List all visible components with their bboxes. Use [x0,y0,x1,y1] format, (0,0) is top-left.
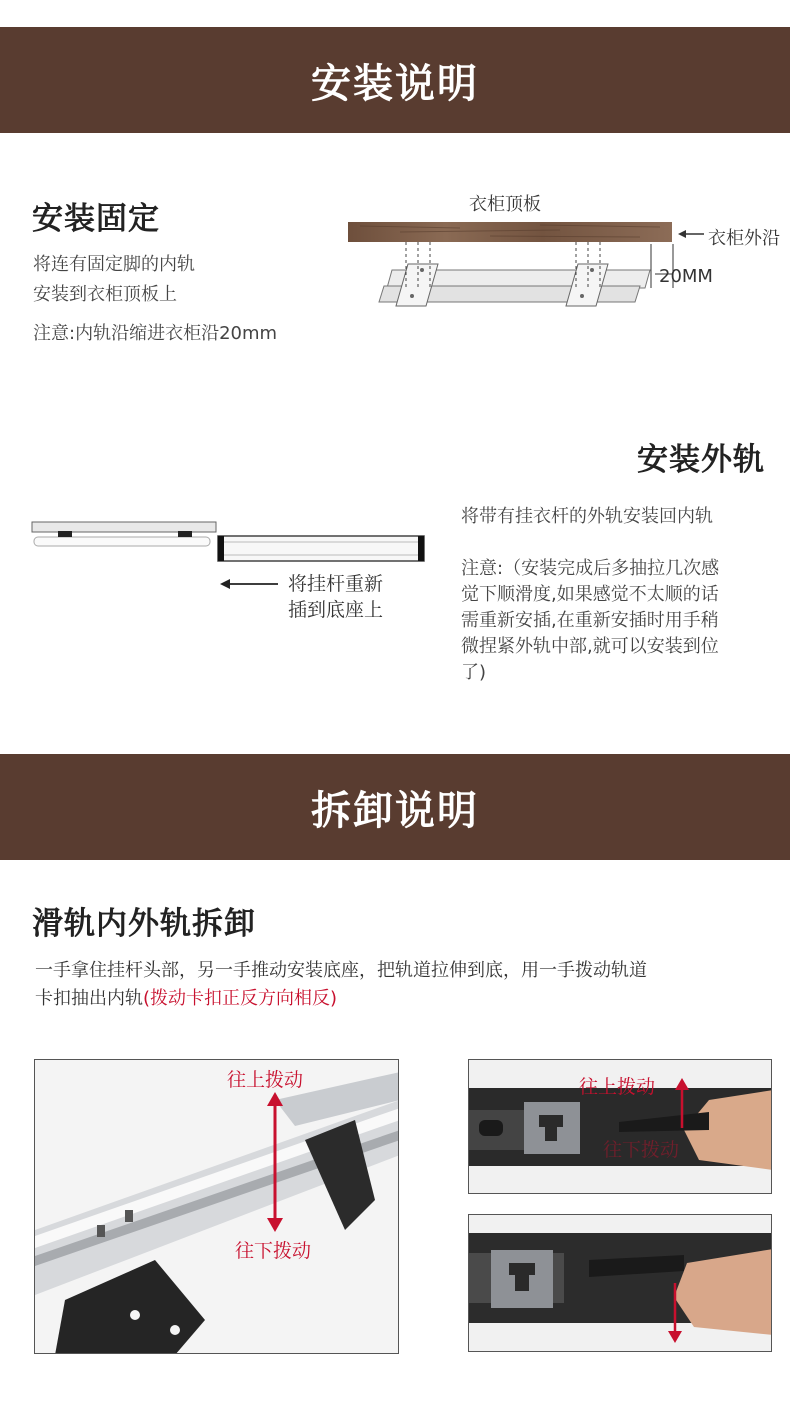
outer-arrow-line-1: 将挂杆重新 [288,573,384,595]
fix-desc-line-1: 将连有固定脚的内轨 [33,254,195,275]
removal-line-2-note: (拨动卡扣正反方向相反) [143,988,338,1009]
install-instructions-banner [0,27,790,133]
outer-note-line-3: 需重新安插,在重新安插时用手稍 [461,610,719,631]
outer-note-line-4: 微捏紧外轨中部,就可以安装到位 [461,636,719,657]
top-board-label: 衣柜顶板 [469,194,541,215]
insert-arrow [220,579,278,589]
up-down-arrow [265,1092,285,1232]
banner-title: 拆卸说明 [311,787,479,834]
edge-arrow [678,230,704,238]
removal-instructions-banner [0,754,790,860]
removal-line-1: 一手拿住挂杆头部，另一手推动安装底座，把轨道拉伸到底，用一手拨动轨道 [35,960,647,981]
faded-down-label: 往下拨动 [603,1139,680,1161]
outer-note-line-5: 了) [461,662,487,683]
removal-line-2 [35,983,337,1014]
outer-arrow-line-2: 插到底座上 [288,599,384,621]
outer-rail-heading: 安装外轨 [637,442,765,478]
inner-rail-side [32,522,216,546]
down-arrow [667,1283,683,1343]
banner-title: 安装说明 [311,60,479,107]
up-arrow [674,1078,690,1128]
wardrobe-top-board [348,222,672,242]
outer-note-line-2: 觉下顺滑度,如果感觉不太顺的话 [461,584,719,605]
gap-label: 20MM [659,266,713,287]
removal-line-2-text: 卡扣抽出内轨 [35,988,143,1009]
outer-edge-label: 衣柜外沿 [708,228,780,249]
rail-closeup-illustration [35,1060,399,1354]
removal-heading: 滑轨内外轨拆卸 [32,906,256,942]
photo-slide-rail-closeup [34,1059,399,1354]
up-label: 往上拨动 [227,1069,304,1091]
photo-clip-push-down [468,1214,772,1352]
outer-rail-side [218,536,424,561]
down-label: 往下拨动 [235,1240,312,1262]
photo-clip-push-up [468,1059,772,1194]
fix-note: 注意:内轨沿缩进衣柜沿20mm [33,323,278,344]
clip-down-illustration [469,1215,772,1352]
gap-indicator [651,244,673,288]
outer-note-line-1: 注意:（安装完成后多抽拉几次感 [461,558,720,579]
fix-heading: 安装固定 [32,201,160,237]
fix-desc-line-2: 安装到衣柜顶板上 [33,284,177,305]
fix-diagram [340,210,790,320]
outer-rail-desc: 将带有挂衣杆的外轨安装回内轨 [461,506,713,527]
up-label: 往上拨动 [579,1076,656,1098]
